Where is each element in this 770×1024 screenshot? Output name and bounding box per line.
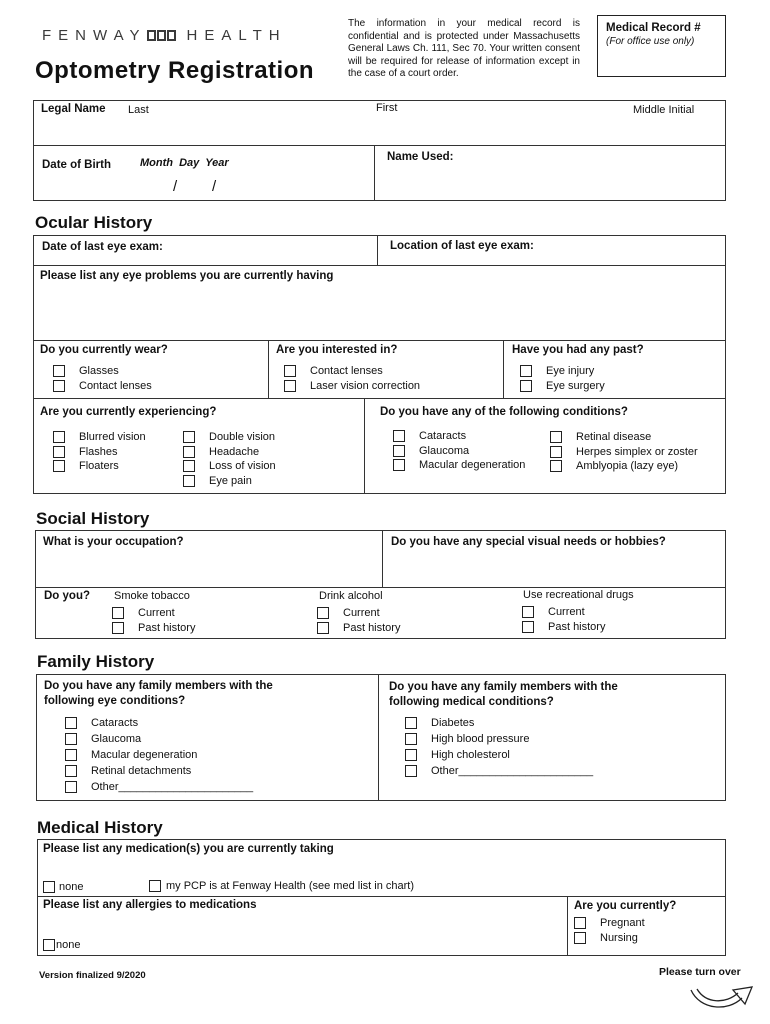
checkbox-item[interactable] [183, 445, 276, 460]
eye-surgery-checkbox[interactable] [520, 380, 532, 392]
checkbox-item[interactable] [65, 763, 253, 779]
option-label: High cholesterol [431, 749, 510, 761]
conditions-question: Do you have any of the following conditions? [380, 406, 628, 418]
option-label: Retinal detachments [91, 765, 192, 777]
dob-slash: / [212, 178, 217, 195]
checkbox-item[interactable] [183, 459, 276, 474]
option-label: High blood pressure [431, 733, 530, 745]
conditions-col-2 [550, 430, 698, 474]
checkbox-item[interactable] [550, 445, 698, 460]
family-eye-other-checkbox[interactable] [65, 781, 77, 793]
checkbox-item[interactable] [112, 621, 195, 636]
last-exam-label: Date of last eye exam: [42, 241, 163, 253]
divider [37, 896, 726, 897]
allergies-question: Please list any allergies to medications [43, 899, 257, 911]
experiencing-col-1 [53, 430, 146, 474]
divider [567, 896, 568, 956]
smoke-options [112, 606, 195, 635]
checkbox-item[interactable] [522, 620, 605, 635]
drugs-options [522, 605, 605, 634]
family-eye-question: Do you have any family members with the [44, 680, 273, 692]
option-label: Blurred vision [79, 431, 146, 444]
herpes-checkbox[interactable] [550, 446, 562, 458]
currently-question: Are you currently? [574, 900, 677, 912]
checkbox-item[interactable] [183, 474, 276, 489]
cataracts-checkbox[interactable] [393, 430, 405, 442]
checkbox-item[interactable] [405, 715, 593, 731]
divider [364, 398, 365, 494]
divider [33, 398, 726, 399]
checkbox-item[interactable] [550, 459, 698, 474]
divider [503, 340, 504, 398]
wear-options [53, 364, 152, 393]
family-eye-question-cont: following eye conditions? [44, 695, 186, 707]
nursing-checkbox[interactable] [574, 932, 586, 944]
option-label: Flashes [79, 445, 118, 458]
medical-record-box [597, 15, 726, 77]
checkbox-item[interactable] [112, 606, 195, 621]
glasses-checkbox[interactable] [53, 365, 65, 377]
name-used-label: Name Used: [387, 151, 454, 163]
family-history-heading: Family History [37, 652, 155, 671]
version-note: Version finalized 9/2020 [39, 970, 146, 981]
middle-initial-field[interactable]: Middle Initial [633, 104, 695, 116]
medical-record-note: (For office use only) [606, 36, 695, 47]
checkbox-item[interactable] [284, 379, 420, 394]
macular-degeneration-checkbox[interactable] [393, 459, 405, 471]
option-label: Nursing [600, 931, 638, 944]
option-label: Glaucoma [419, 444, 470, 457]
checkbox-item[interactable] [574, 931, 645, 946]
blurred-vision-checkbox[interactable] [53, 431, 65, 443]
divider [377, 235, 378, 265]
turn-over-arrow-icon [688, 982, 758, 1016]
option-label: Macular degeneration [91, 749, 198, 761]
option-label: Retinal disease [576, 431, 652, 444]
option-label: Current [343, 607, 380, 620]
option-label: Glaucoma [91, 733, 142, 745]
contact-lenses-interest-checkbox[interactable] [284, 365, 296, 377]
checkbox-item[interactable] [550, 430, 698, 445]
option-label: Eye injury [546, 365, 595, 378]
option-label: my PCP is at Fenway Health (see med list in chart) [166, 880, 414, 893]
checkbox-item[interactable] [53, 364, 152, 379]
retinal-disease-checkbox[interactable] [550, 431, 562, 443]
family-medical-question: Do you have any family members with the [389, 681, 618, 693]
checkbox-item[interactable] [393, 458, 525, 473]
checkbox-item[interactable] [405, 747, 593, 763]
amblyopia-checkbox[interactable] [550, 460, 562, 472]
option-label: Glasses [79, 365, 119, 378]
divider [378, 674, 379, 801]
checkbox-item[interactable] [43, 880, 83, 895]
page-title: Optometry Registration [35, 57, 315, 84]
option-label: Contact lenses [79, 379, 152, 392]
eye-pain-checkbox[interactable] [183, 475, 195, 487]
option-label: Double vision [209, 431, 276, 444]
occupation-field[interactable] [43, 552, 378, 584]
headache-checkbox[interactable] [183, 446, 195, 458]
checkbox-item[interactable] [574, 916, 645, 931]
smoke-label: Smoke tobacco [114, 590, 190, 602]
family-blood-pressure-checkbox[interactable] [405, 733, 417, 745]
checkbox-item[interactable] [393, 429, 525, 444]
family-medical-other-checkbox[interactable] [405, 765, 417, 777]
dob-format-hint: Month Day Year [140, 157, 229, 169]
date-of-birth-label: Date of Birth [42, 159, 111, 171]
contact-lenses-checkbox[interactable] [53, 380, 65, 392]
option-label: Eye pain [209, 474, 252, 487]
drugs-label: Use recreational drugs [523, 589, 634, 601]
family-medical-question-cont: following medical conditions? [389, 696, 554, 708]
interested-options [284, 364, 420, 393]
option-label: Amblyopia (lazy eye) [576, 460, 679, 473]
option-label: Current [548, 606, 585, 619]
checkbox-item[interactable] [317, 606, 400, 621]
pregnant-checkbox[interactable] [574, 917, 586, 929]
wear-question: Do you currently wear? [40, 344, 168, 356]
option-label: Other______________________ [91, 781, 254, 793]
checkbox-item[interactable] [405, 763, 593, 779]
option-label: Past history [138, 621, 196, 634]
option-label: Past history [343, 621, 401, 634]
option-label: Laser vision correction [310, 379, 421, 392]
turn-over-note: Please turn over [659, 966, 741, 978]
checkbox-item[interactable] [520, 379, 605, 394]
dob-slash: / [173, 178, 178, 195]
family-retinal-checkbox[interactable] [65, 765, 77, 777]
no-allergies-checkbox[interactable] [43, 939, 55, 951]
option-label: Contact lenses [310, 365, 383, 378]
family-diabetes-checkbox[interactable] [405, 717, 417, 729]
laser-correction-checkbox[interactable] [284, 380, 296, 392]
experiencing-question: Are you currently experiencing? [40, 406, 217, 418]
eye-problems-field[interactable] [40, 288, 720, 336]
medications-question: Please list any medication(s) you are currently taking [43, 843, 334, 855]
checkbox-item[interactable] [65, 747, 253, 763]
alcohol-current-checkbox[interactable] [317, 607, 329, 619]
location-exam-label: Location of last eye exam: [390, 240, 534, 252]
option-label: Past history [548, 620, 606, 633]
divider [33, 340, 726, 341]
checkbox-item[interactable] [183, 430, 276, 445]
option-label: Cataracts [419, 430, 467, 443]
checkbox-item[interactable] [284, 364, 420, 379]
divider [268, 340, 269, 398]
glaucoma-checkbox[interactable] [393, 445, 405, 457]
family-medical-options [405, 715, 593, 779]
option-label: Floaters [79, 460, 119, 473]
divider [33, 265, 726, 266]
checkbox-item[interactable] [65, 779, 253, 795]
alcohol-past-checkbox[interactable] [317, 622, 329, 634]
option-label: none [59, 881, 84, 894]
divider [382, 530, 383, 587]
no-medications-checkbox[interactable] [43, 881, 55, 893]
logo-mark-icon [147, 28, 177, 43]
option-label: Macular degeneration [419, 459, 526, 472]
alcohol-options [317, 606, 400, 635]
double-vision-checkbox[interactable] [183, 431, 195, 443]
checkbox-item[interactable] [149, 879, 414, 894]
smoke-past-checkbox[interactable] [112, 622, 124, 634]
social-history-heading: Social History [36, 509, 150, 528]
checkbox-item[interactable] [317, 621, 400, 636]
drugs-current-checkbox[interactable] [522, 606, 534, 618]
option-label: none [56, 939, 81, 952]
interested-question: Are you interested in? [276, 344, 398, 356]
occupation-label: What is your occupation? [43, 536, 184, 548]
divider [374, 145, 375, 201]
last-name-field[interactable]: Last [128, 104, 149, 116]
checkbox-item[interactable] [53, 459, 146, 474]
checkbox-item[interactable] [405, 731, 593, 747]
logo-text-right: HEALTH [186, 27, 287, 44]
checkbox-item[interactable] [65, 715, 253, 731]
option-label: Headache [209, 445, 260, 458]
conditions-col-1 [393, 429, 525, 473]
smoke-current-checkbox[interactable] [112, 607, 124, 619]
currently-options [574, 916, 645, 945]
alcohol-label: Drink alcohol [319, 590, 383, 602]
experiencing-col-2 [183, 430, 276, 488]
family-glaucoma-checkbox[interactable] [65, 733, 77, 745]
divider [33, 145, 726, 146]
visual-needs-label: Do you have any special visual needs or hobbies? [391, 536, 666, 548]
past-options [520, 364, 605, 393]
visual-needs-field[interactable] [391, 552, 721, 584]
option-label: Cataracts [91, 717, 139, 729]
checkbox-item[interactable] [43, 938, 80, 953]
name-used-field[interactable] [376, 168, 724, 198]
option-label: Current [138, 607, 175, 620]
medical-history-heading: Medical History [37, 818, 163, 837]
checkbox-item[interactable] [522, 605, 605, 620]
do-you-label: Do you? [44, 590, 90, 602]
legal-name-label: Legal Name [41, 103, 106, 115]
eye-injury-checkbox[interactable] [520, 365, 532, 377]
past-question: Have you had any past? [512, 344, 644, 356]
date-of-birth-field[interactable] [128, 150, 373, 200]
checkbox-item[interactable] [65, 731, 253, 747]
family-macular-checkbox[interactable] [65, 749, 77, 761]
checkbox-item[interactable] [53, 445, 146, 460]
pcp-fenway-checkbox[interactable] [149, 880, 161, 892]
ocular-history-heading: Ocular History [35, 213, 153, 232]
medications-field[interactable] [43, 858, 718, 878]
divider [35, 587, 726, 588]
first-name-field[interactable]: First [376, 102, 398, 114]
floaters-checkbox[interactable] [53, 460, 65, 472]
option-label: Pregnant [600, 917, 645, 930]
option-label: Loss of vision [209, 460, 276, 473]
medical-record-label: Medical Record # [606, 22, 701, 34]
allergies-field[interactable] [43, 914, 563, 934]
option-label: Other______________________ [431, 765, 594, 777]
checkbox-item[interactable] [520, 364, 605, 379]
confidentiality-notice: The information in your medical record is confidential and is protected under Massachusetts General Laws Ch. 111, Sec 70. Your written consent will be required for release of information except in the case of a court order. [348, 18, 580, 80]
option-label: Diabetes [431, 717, 475, 729]
family-eye-options [65, 715, 253, 795]
checkbox-item[interactable] [393, 444, 525, 459]
option-label: Herpes simplex or zoster [576, 445, 698, 458]
checkbox-item[interactable] [53, 379, 152, 394]
family-cataracts-checkbox[interactable] [65, 717, 77, 729]
flashes-checkbox[interactable] [53, 446, 65, 458]
logo-text-left: FENWAY [42, 27, 147, 44]
eye-problems-label: Please list any eye problems you are currently having [40, 270, 334, 282]
option-label: Eye surgery [546, 379, 605, 392]
fenway-health-logo [42, 27, 287, 44]
family-cholesterol-checkbox[interactable] [405, 749, 417, 761]
drugs-past-checkbox[interactable] [522, 621, 534, 633]
checkbox-item[interactable] [53, 430, 146, 445]
loss-of-vision-checkbox[interactable] [183, 460, 195, 472]
